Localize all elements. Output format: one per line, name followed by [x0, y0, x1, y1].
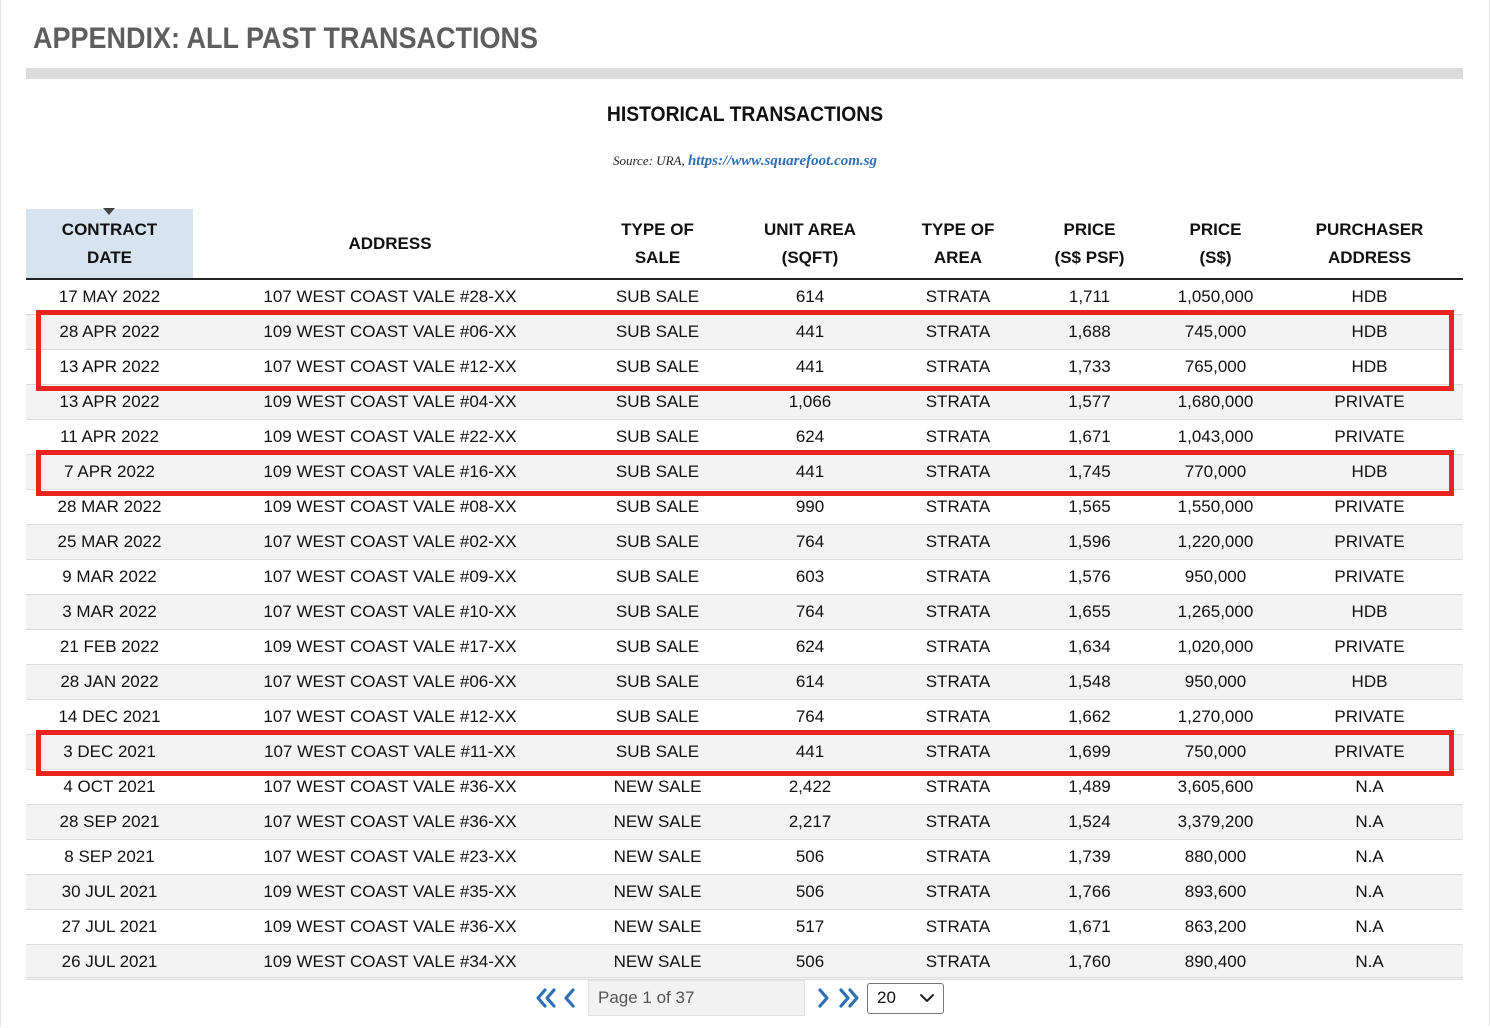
table-row [26, 875, 1463, 910]
unit-area-cell: 441 [728, 350, 892, 385]
price-psf-cell: 1,766 [1024, 875, 1155, 910]
contract-date-cell: 28 APR 2022 [26, 315, 193, 350]
column-header-line1: PRICE [1189, 219, 1242, 239]
purchaser-address-cell: N.A [1276, 910, 1463, 945]
price-psf-cell: 1,489 [1024, 770, 1155, 805]
table-row [26, 630, 1463, 665]
chevron-right-icon [815, 987, 831, 1009]
address-cell: 107 WEST COAST VALE #09-XX [193, 560, 587, 595]
price-psf-cell: 1,548 [1024, 665, 1155, 700]
address-cell: 109 WEST COAST VALE #22-XX [193, 420, 587, 455]
price-psf-cell: 1,655 [1024, 595, 1155, 630]
table-row [26, 420, 1463, 455]
contract-date-cell: 28 JAN 2022 [26, 665, 193, 700]
price-cell: 950,000 [1155, 560, 1276, 595]
table-body [26, 279, 1463, 980]
address-cell: 109 WEST COAST VALE #06-XX [193, 315, 587, 350]
price-cell: 1,020,000 [1155, 630, 1276, 665]
price-cell: 1,220,000 [1155, 525, 1276, 560]
type-of-sale-cell: NEW SALE [587, 805, 728, 840]
contract-date-cell: 17 MAY 2022 [26, 279, 193, 315]
address-cell: 107 WEST COAST VALE #12-XX [193, 350, 587, 385]
price-psf-cell: 1,576 [1024, 560, 1155, 595]
unit-area-cell: 624 [728, 420, 892, 455]
price-cell: 893,600 [1155, 875, 1276, 910]
table-heading: HISTORICAL TRANSACTIONS [606, 103, 884, 126]
type-of-area-cell: STRATA [892, 350, 1024, 385]
type-of-sale-cell: SUB SALE [587, 595, 728, 630]
column-header-line2: AREA [933, 247, 983, 267]
price-cell: 1,050,000 [1155, 279, 1276, 315]
price-cell: 1,550,000 [1155, 490, 1276, 525]
column-header-line2: SALE [634, 247, 681, 267]
price-psf-cell: 1,671 [1024, 910, 1155, 945]
price-cell: 1,265,000 [1155, 595, 1276, 630]
address-cell: 107 WEST COAST VALE #06-XX [193, 665, 587, 700]
price-psf-cell: 1,699 [1024, 735, 1155, 770]
unit-area-cell: 1,066 [728, 385, 892, 420]
page-indicator: Page 1 of 37 [588, 980, 805, 1016]
type-of-sale-cell: NEW SALE [587, 875, 728, 910]
type-of-sale-cell: SUB SALE [587, 700, 728, 735]
type-of-sale-cell: SUB SALE [587, 350, 728, 385]
column-header-type-of-sale[interactable] [587, 209, 728, 279]
purchaser-address-cell: N.A [1276, 875, 1463, 910]
column-header-line1: PURCHASER [1315, 219, 1424, 239]
unit-area-cell: 990 [728, 490, 892, 525]
contract-date-cell: 26 JUL 2021 [26, 945, 193, 980]
column-header-line2: (SQFT) [781, 247, 839, 267]
purchaser-address-cell: PRIVATE [1276, 735, 1463, 770]
unit-area-cell: 506 [728, 945, 892, 980]
table-row [26, 840, 1463, 875]
price-psf-cell: 1,688 [1024, 315, 1155, 350]
type-of-area-cell: STRATA [892, 735, 1024, 770]
address-cell: 109 WEST COAST VALE #16-XX [193, 455, 587, 490]
price-cell: 890,400 [1155, 945, 1276, 980]
price-cell: 3,379,200 [1155, 805, 1276, 840]
contract-date-cell: 13 APR 2022 [26, 385, 193, 420]
purchaser-address-cell: PRIVATE [1276, 630, 1463, 665]
source-line [0, 153, 1490, 170]
contract-date-cell: 3 DEC 2021 [26, 735, 193, 770]
price-cell: 765,000 [1155, 350, 1276, 385]
purchaser-address-cell: PRIVATE [1276, 490, 1463, 525]
column-header-line1: CONTRACT [61, 219, 158, 239]
price-psf-cell: 1,760 [1024, 945, 1155, 980]
page-size-value: 20 [877, 988, 896, 1007]
price-psf-cell: 1,733 [1024, 350, 1155, 385]
column-header-line1: UNIT AREA [764, 219, 856, 239]
price-psf-cell: 1,745 [1024, 455, 1155, 490]
price-psf-cell: 1,565 [1024, 490, 1155, 525]
unit-area-cell: 614 [728, 279, 892, 315]
purchaser-address-cell: N.A [1276, 840, 1463, 875]
type-of-sale-cell: SUB SALE [587, 420, 728, 455]
type-of-sale-cell: SUB SALE [587, 560, 728, 595]
contract-date-cell: 30 JUL 2021 [26, 875, 193, 910]
type-of-sale-cell: SUB SALE [587, 490, 728, 525]
price-cell: 745,000 [1155, 315, 1276, 350]
address-cell: 107 WEST COAST VALE #28-XX [193, 279, 587, 315]
price-psf-cell: 1,577 [1024, 385, 1155, 420]
contract-date-cell: 4 OCT 2021 [26, 770, 193, 805]
price-psf-cell: 1,634 [1024, 630, 1155, 665]
type-of-area-cell: STRATA [892, 525, 1024, 560]
address-cell: 107 WEST COAST VALE #12-XX [193, 700, 587, 735]
transactions-table [26, 209, 1463, 980]
last-page-button[interactable] [835, 987, 861, 1009]
price-psf-cell: 1,662 [1024, 700, 1155, 735]
type-of-area-cell: STRATA [892, 420, 1024, 455]
source-prefix: Source: URA, [612, 153, 685, 168]
price-cell: 1,270,000 [1155, 700, 1276, 735]
unit-area-cell: 2,217 [728, 805, 892, 840]
table-row [26, 385, 1463, 420]
type-of-area-cell: STRATA [892, 665, 1024, 700]
column-header-contract-date[interactable] [26, 209, 193, 279]
type-of-sale-cell: NEW SALE [587, 770, 728, 805]
address-cell: 109 WEST COAST VALE #34-XX [193, 945, 587, 980]
type-of-area-cell: STRATA [892, 770, 1024, 805]
unit-area-cell: 764 [728, 595, 892, 630]
type-of-sale-cell: SUB SALE [587, 279, 728, 315]
price-psf-cell: 1,524 [1024, 805, 1155, 840]
price-cell: 3,605,600 [1155, 770, 1276, 805]
type-of-sale-cell: SUB SALE [587, 455, 728, 490]
table-row [26, 700, 1463, 735]
type-of-area-cell: STRATA [892, 875, 1024, 910]
address-cell: 107 WEST COAST VALE #23-XX [193, 840, 587, 875]
purchaser-address-cell: HDB [1276, 665, 1463, 700]
column-header-line1: TYPE OF [921, 219, 995, 239]
unit-area-cell: 441 [728, 455, 892, 490]
unit-area-cell: 517 [728, 910, 892, 945]
next-page-button[interactable] [815, 987, 831, 1009]
contract-date-cell: 9 MAR 2022 [26, 560, 193, 595]
address-cell: 107 WEST COAST VALE #36-XX [193, 805, 587, 840]
address-cell: 109 WEST COAST VALE #08-XX [193, 490, 587, 525]
purchaser-address-cell: HDB [1276, 315, 1463, 350]
column-header-price[interactable] [1155, 209, 1276, 279]
type-of-area-cell: STRATA [892, 595, 1024, 630]
type-of-area-cell: STRATA [892, 315, 1024, 350]
purchaser-address-cell: PRIVATE [1276, 420, 1463, 455]
type-of-sale-cell: SUB SALE [587, 385, 728, 420]
unit-area-cell: 764 [728, 525, 892, 560]
table-row [26, 595, 1463, 630]
unit-area-cell: 624 [728, 630, 892, 665]
price-cell: 770,000 [1155, 455, 1276, 490]
contract-date-cell: 3 MAR 2022 [26, 595, 193, 630]
column-header-line2: (S$) [1199, 247, 1232, 267]
type-of-area-cell: STRATA [892, 945, 1024, 980]
price-cell: 863,200 [1155, 910, 1276, 945]
unit-area-cell: 506 [728, 840, 892, 875]
purchaser-address-cell: HDB [1276, 279, 1463, 315]
table-row [26, 525, 1463, 560]
type-of-area-cell: STRATA [892, 385, 1024, 420]
unit-area-cell: 603 [728, 560, 892, 595]
table-row [26, 665, 1463, 700]
unit-area-cell: 614 [728, 665, 892, 700]
source-link[interactable]: https://www.squarefoot.com.sg [687, 153, 878, 169]
column-header-line1: TYPE OF [621, 219, 694, 239]
type-of-sale-cell: NEW SALE [587, 840, 728, 875]
unit-area-cell: 441 [728, 315, 892, 350]
address-cell: 109 WEST COAST VALE #17-XX [193, 630, 587, 665]
price-cell: 950,000 [1155, 665, 1276, 700]
table-row [26, 350, 1463, 385]
pager-divider [26, 977, 1463, 978]
contract-date-cell: 27 JUL 2021 [26, 910, 193, 945]
purchaser-address-cell: HDB [1276, 350, 1463, 385]
address-cell: 107 WEST COAST VALE #10-XX [193, 595, 587, 630]
column-header-line1: ADDRESS [348, 233, 432, 253]
purchaser-address-cell: PRIVATE [1276, 560, 1463, 595]
contract-date-cell: 7 APR 2022 [26, 455, 193, 490]
column-header-address[interactable] [193, 209, 587, 279]
address-cell: 109 WEST COAST VALE #35-XX [193, 875, 587, 910]
type-of-area-cell: STRATA [892, 805, 1024, 840]
column-header-type-of-area[interactable] [892, 209, 1024, 279]
purchaser-address-cell: HDB [1276, 595, 1463, 630]
table-row [26, 455, 1463, 490]
contract-date-cell: 14 DEC 2021 [26, 700, 193, 735]
type-of-area-cell: STRATA [892, 455, 1024, 490]
price-psf-cell: 1,596 [1024, 525, 1155, 560]
chevron-down-icon [919, 993, 935, 1003]
address-cell: 109 WEST COAST VALE #04-XX [193, 385, 587, 420]
purchaser-address-cell: PRIVATE [1276, 385, 1463, 420]
price-cell: 1,043,000 [1155, 420, 1276, 455]
contract-date-cell: 8 SEP 2021 [26, 840, 193, 875]
purchaser-address-cell: PRIVATE [1276, 525, 1463, 560]
table-row [26, 945, 1463, 980]
type-of-area-cell: STRATA [892, 560, 1024, 595]
purchaser-address-cell: HDB [1276, 455, 1463, 490]
address-cell: 107 WEST COAST VALE #36-XX [193, 770, 587, 805]
unit-area-cell: 506 [728, 875, 892, 910]
price-cell: 750,000 [1155, 735, 1276, 770]
column-header-line2: ADDRESS [1327, 247, 1412, 267]
address-cell: 107 WEST COAST VALE #11-XX [193, 735, 587, 770]
pagination-bar [534, 980, 944, 1016]
table-row [26, 770, 1463, 805]
column-header-line2: DATE [86, 247, 132, 267]
contract-date-cell: 25 MAR 2022 [26, 525, 193, 560]
unit-area-cell: 2,422 [728, 770, 892, 805]
type-of-area-cell: STRATA [892, 700, 1024, 735]
table-row [26, 560, 1463, 595]
type-of-sale-cell: SUB SALE [587, 735, 728, 770]
table-row [26, 315, 1463, 350]
prev-page-button[interactable] [562, 987, 578, 1009]
chevron-left-icon [562, 987, 578, 1009]
column-header-line1: PRICE [1063, 219, 1116, 239]
column-header-line2: (S$ PSF) [1054, 247, 1125, 267]
contract-date-cell: 13 APR 2022 [26, 350, 193, 385]
type-of-area-cell: STRATA [892, 630, 1024, 665]
purchaser-address-cell: N.A [1276, 805, 1463, 840]
type-of-area-cell: STRATA [892, 279, 1024, 315]
address-cell: 109 WEST COAST VALE #36-XX [193, 910, 587, 945]
type-of-sale-cell: SUB SALE [587, 630, 728, 665]
price-cell: 1,680,000 [1155, 385, 1276, 420]
type-of-sale-cell: NEW SALE [587, 945, 728, 980]
column-header-price-psf[interactable] [1024, 209, 1155, 279]
column-header-unit-area[interactable] [728, 209, 892, 279]
table-header-row [26, 209, 1463, 279]
table-row [26, 910, 1463, 945]
purchaser-address-cell: N.A [1276, 945, 1463, 980]
double-chevron-left-icon [534, 987, 560, 1009]
contract-date-cell: 28 SEP 2021 [26, 805, 193, 840]
price-psf-cell: 1,739 [1024, 840, 1155, 875]
unit-area-cell: 441 [728, 735, 892, 770]
table-row [26, 735, 1463, 770]
type-of-sale-cell: SUB SALE [587, 525, 728, 560]
type-of-sale-cell: NEW SALE [587, 910, 728, 945]
first-page-button[interactable] [534, 987, 560, 1009]
type-of-sale-cell: SUB SALE [587, 665, 728, 700]
price-cell: 880,000 [1155, 840, 1276, 875]
page-title: APPENDIX: ALL PAST TRANSACTIONS [33, 22, 539, 55]
price-psf-cell: 1,671 [1024, 420, 1155, 455]
unit-area-cell: 764 [728, 700, 892, 735]
table-row [26, 490, 1463, 525]
price-psf-cell: 1,711 [1024, 279, 1155, 315]
table-row [26, 805, 1463, 840]
purchaser-address-cell: PRIVATE [1276, 700, 1463, 735]
address-cell: 107 WEST COAST VALE #02-XX [193, 525, 587, 560]
double-chevron-right-icon [835, 987, 861, 1009]
column-header-purchaser-address[interactable] [1276, 209, 1463, 279]
contract-date-cell: 11 APR 2022 [26, 420, 193, 455]
purchaser-address-cell: N.A [1276, 770, 1463, 805]
sort-desc-icon [103, 208, 115, 215]
contract-date-cell: 28 MAR 2022 [26, 490, 193, 525]
type-of-area-cell: STRATA [892, 840, 1024, 875]
contract-date-cell: 21 FEB 2022 [26, 630, 193, 665]
type-of-sale-cell: SUB SALE [587, 315, 728, 350]
title-divider [26, 68, 1463, 79]
type-of-area-cell: STRATA [892, 490, 1024, 525]
table-row [26, 279, 1463, 315]
type-of-area-cell: STRATA [892, 910, 1024, 945]
page-size-select[interactable] [867, 983, 944, 1014]
